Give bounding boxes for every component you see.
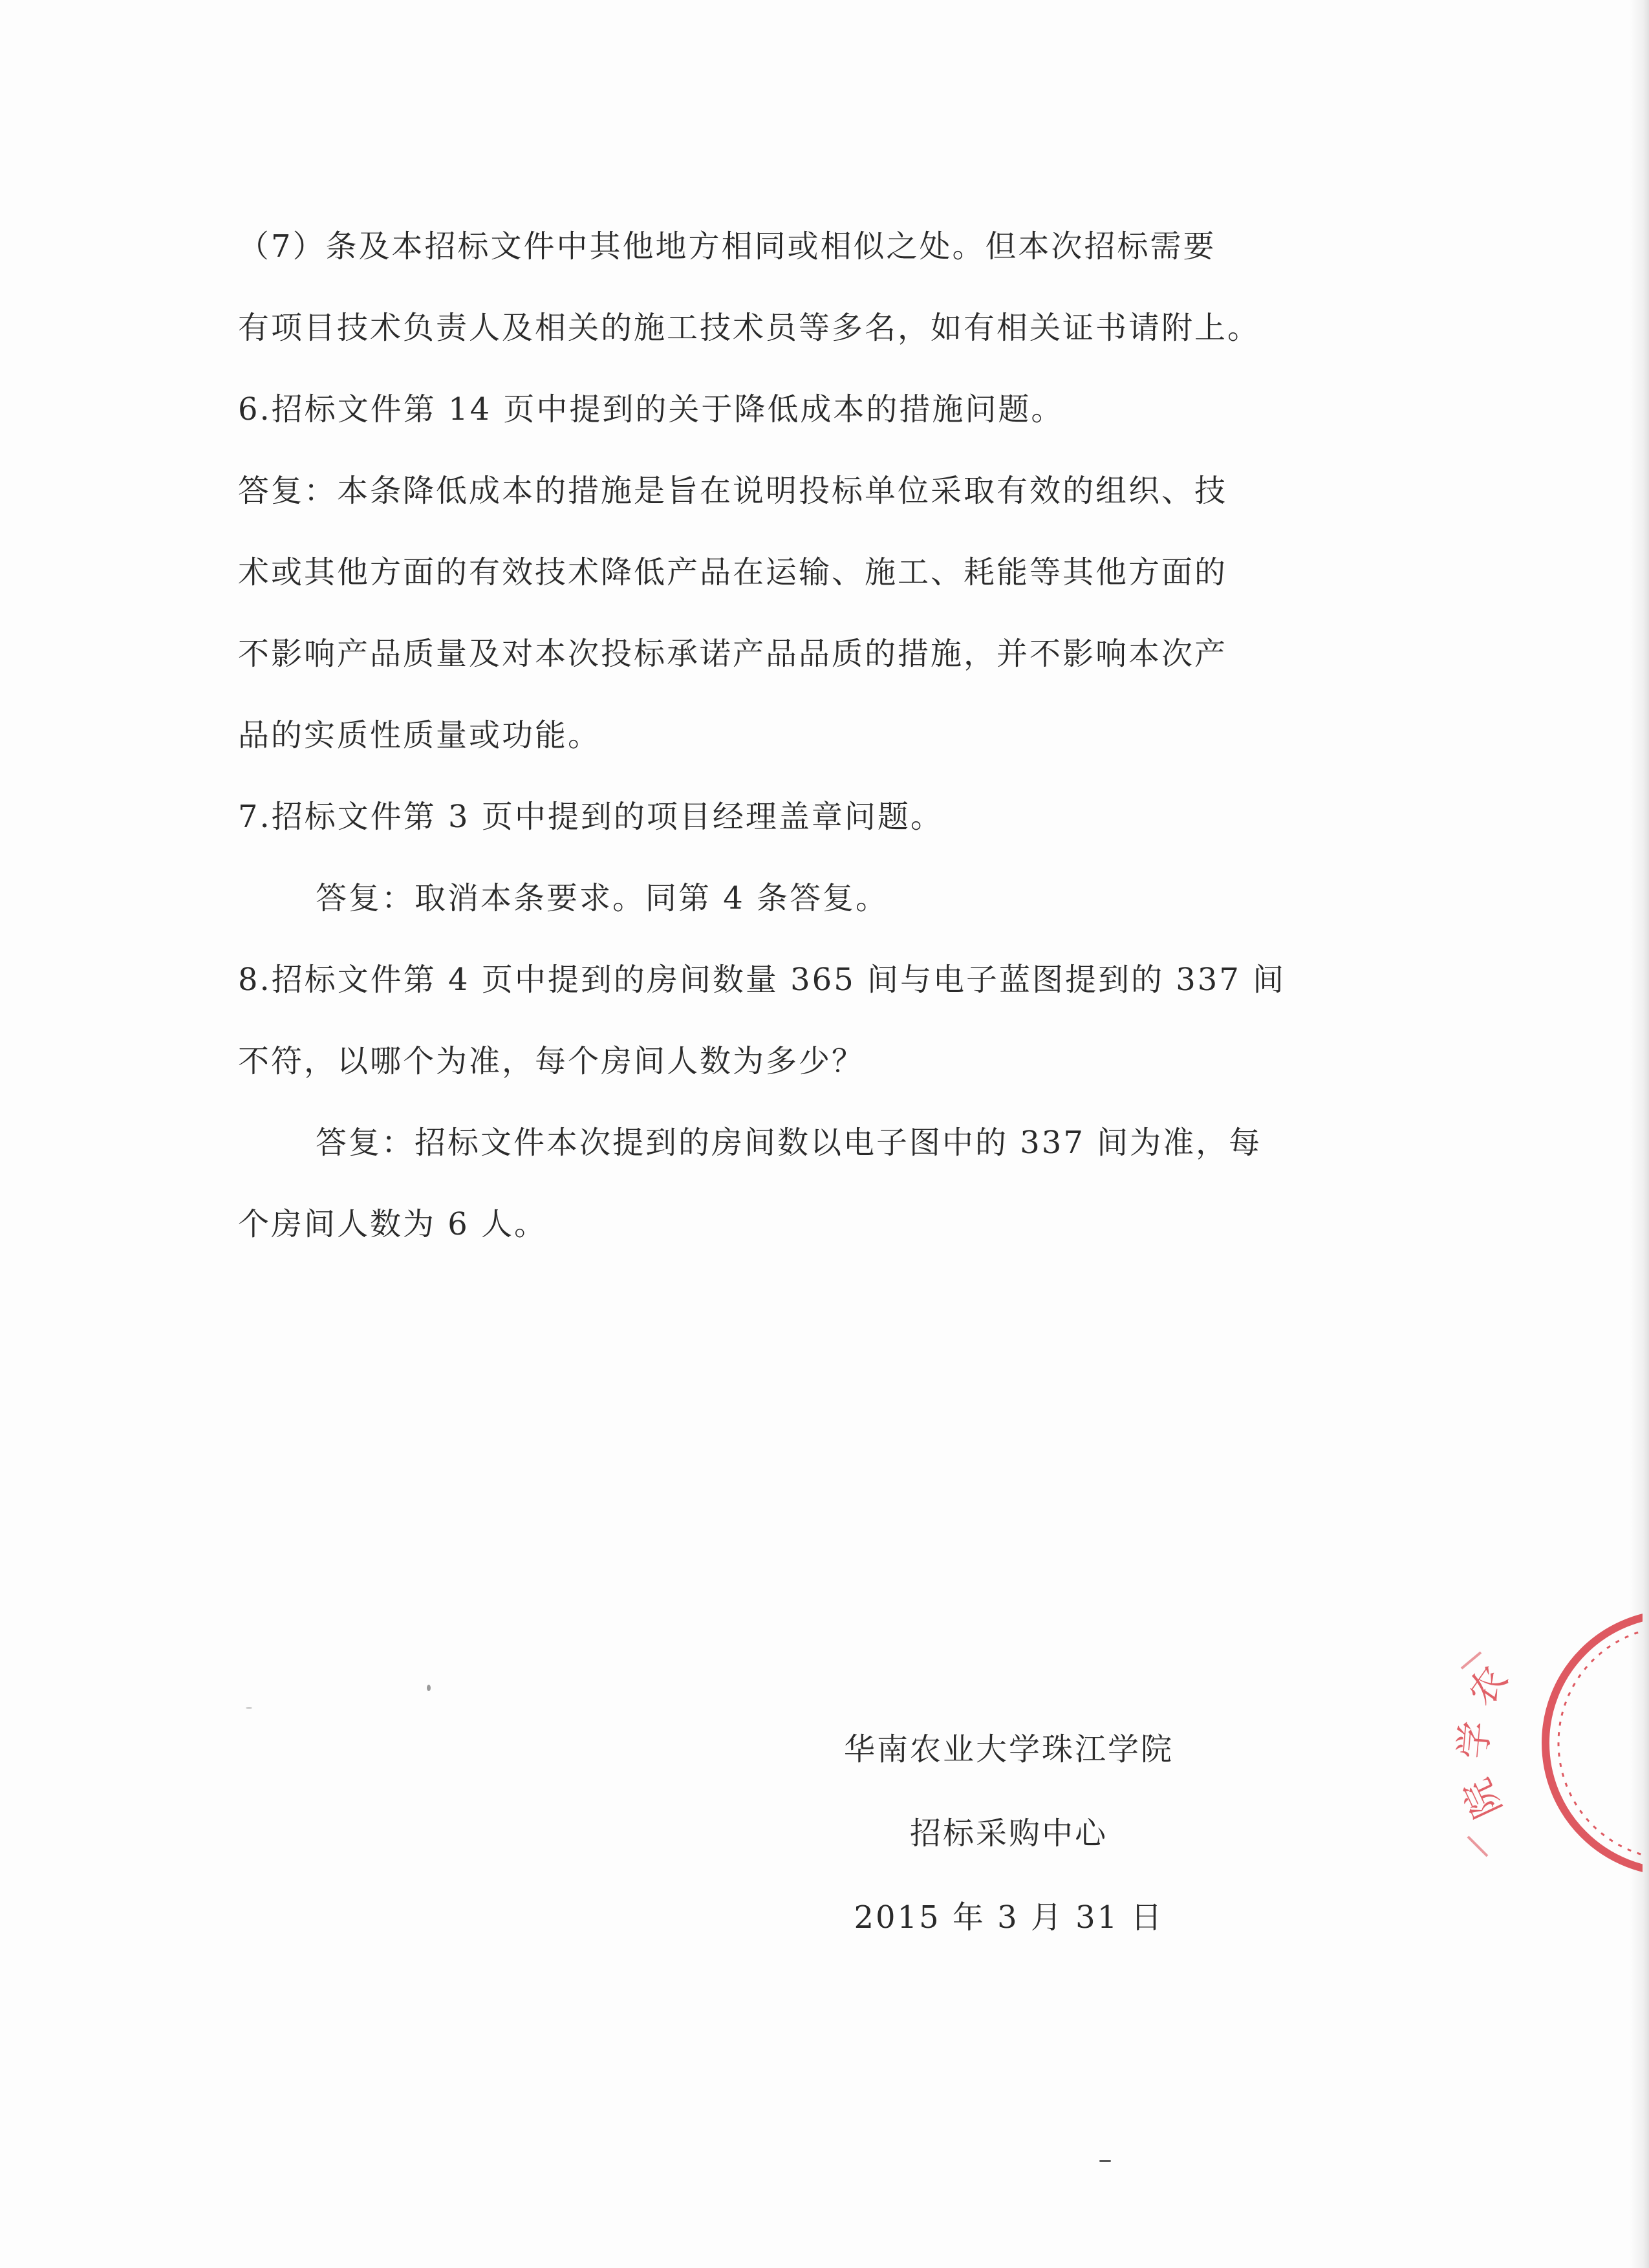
answer-6-line: 术或其他方面的有效技术降低产品在运输、施工、耗能等其他方面的 [238,554,1228,590]
document-body [238,206,1421,1265]
scan-speck [1099,2160,1111,2162]
signature-department: 招标采购中心 [909,1815,1108,1852]
answer-8-line: 个房间人数为 6 人。 [238,1206,548,1242]
body-line: （7）条及本招标文件中其他地方相同或相似之处。但本次招标需要 [238,228,1216,265]
seal-char: 学 [1450,1719,1498,1761]
answer-6-line: 答复：本条降低成本的措施是旨在说明投标单位采取有效的组织、技 [238,473,1228,509]
question-8-line: 不符，以哪个为准，每个房间人数为多少？ [238,1043,865,1079]
answer-8-line: 答复：招标文件本次提到的房间数以电子图中的 337 间为准，每 [316,1125,1262,1161]
seal-char: 院 [1454,1772,1511,1825]
signature-block [776,1707,1242,1960]
answer-7: 答复：取消本条要求。同第 4 条答复。 [316,880,889,916]
question-7: 7.招标文件第 3 页中提到的项目经理盖章问题。 [238,799,943,835]
answer-6-line: 不影响产品质量及对本次投标承诺产品品质的措施，并不影响本次产 [238,636,1228,672]
signature-date: 2015 年 3 月 31 日 [854,1899,1164,1936]
answer-6-line: 品的实质性质量或功能。 [238,717,601,753]
red-seal-stamp [1423,1591,1643,1888]
body-line: 有项目技术负责人及相关的施工技术员等多名，如有相关证书请附上。 [238,310,1261,346]
scan-speck [246,1707,252,1709]
question-6: 6.招标文件第 14 页中提到的关于降低成本的措施问题。 [238,391,1064,427]
seal-char: 农 [1458,1658,1516,1714]
signature-organization: 华南农业大学珠江学院 [843,1731,1174,1767]
question-8-line: 8.招标文件第 4 页中提到的房间数量 365 间与电子蓝图提到的 337 间 [238,962,1286,998]
scan-speck [427,1685,431,1691]
scan-shadow-edge [1630,0,1649,2268]
